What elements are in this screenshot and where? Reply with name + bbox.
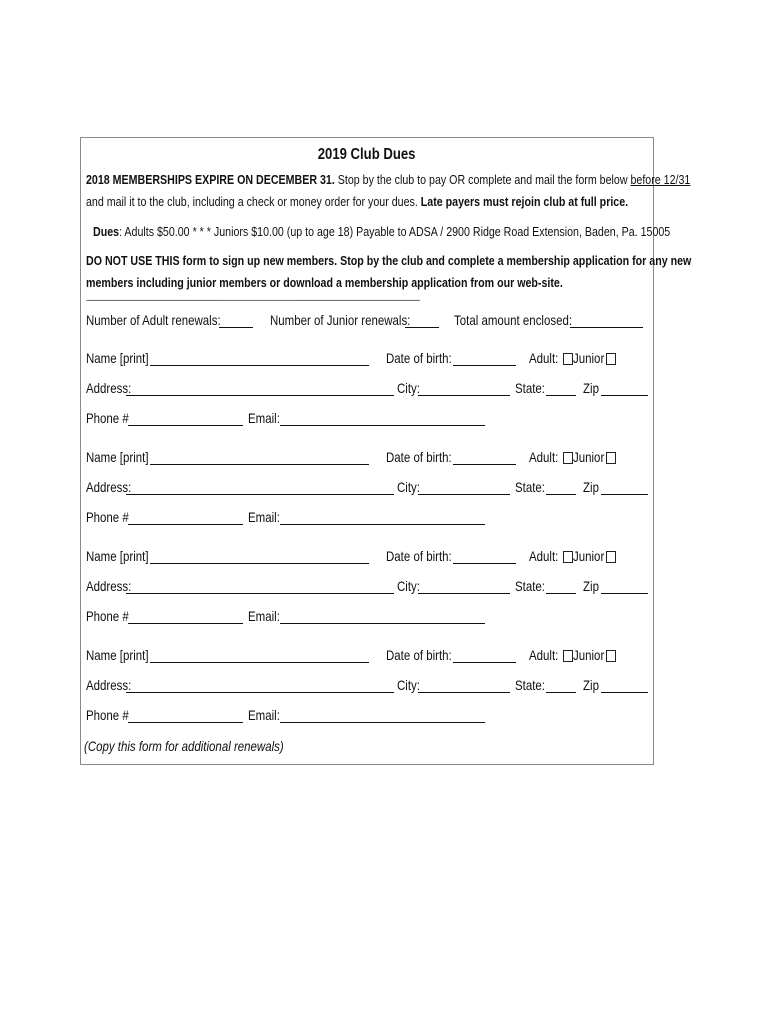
late-payer-notice: Late payers must rejoin club at full price. — [420, 194, 629, 209]
name-field[interactable] — [150, 563, 369, 564]
email-field[interactable] — [280, 722, 485, 723]
dues-form: 2019 Club Dues 2018 MEMBERSHIPS EXPIRE ON DECEMBER 31. Stop by the club to pay OR complete and mail the form below before 12/31 and mail it to the club, including a check or money order for your dues. Late payers must rejoin club at full price. Dues: Adults $50.00 * * * Juniors $10.00 (up to age 18) Payable to ADSA / 2900 Ridge Road Extension, Baden, Pa. 15005 DO NOT USE THIS form to sign up new members. Stop by the club and complete a membership application for any new members including junior members or download a membership application from our web-site. ----------------------------------------------------------------------------------------------------------------------------------------------------------------------- Number of Adult renewals: Number of Junior renewals: Total amount enclosed: Name [print] Date of birth: Adult: Junior Address: City: State: Zip Phone # Email: Name [print] Date of birth: Adult: Junior Address: City: State: Zip Phone # Email: Name [print] Date of birth: Adult: Junior Address: City: State: Zip Phone # Email: Name [print] Date of birth: Adult: Junior Address: City: State: Zip Phone # Email: (Copy this form for additional renewals) — [80, 137, 654, 765]
junior-checkbox[interactable] — [606, 353, 616, 365]
junior-checkbox[interactable] — [606, 452, 616, 464]
state-field[interactable] — [546, 692, 576, 693]
adult-checkbox[interactable] — [563, 452, 573, 464]
junior-renewals-label: Number of Junior renewals: — [270, 312, 411, 328]
email-field[interactable] — [280, 623, 485, 624]
warning-line-1: DO NOT USE THIS form to sign up new members. Stop by the club and complete a membership application for any new — [86, 253, 692, 268]
adult-checkbox[interactable] — [563, 650, 573, 662]
address-field[interactable] — [126, 395, 394, 396]
zip-field[interactable] — [601, 692, 648, 693]
city-field[interactable] — [418, 395, 510, 396]
city-field[interactable] — [418, 494, 510, 495]
expire-notice: 2018 MEMBERSHIPS EXPIRE ON DECEMBER 31. — [86, 172, 335, 187]
dob-field[interactable] — [453, 662, 516, 663]
address-field[interactable] — [126, 593, 394, 594]
before-date: before 12/31 — [630, 172, 691, 187]
email-field[interactable] — [280, 425, 485, 426]
intro-line-1: 2018 MEMBERSHIPS EXPIRE ON DECEMBER 31. Stop by the club to pay OR complete and mail the form below before 12/31 — [86, 172, 691, 187]
zip-field[interactable] — [601, 395, 648, 396]
form-title: 2019 Club Dues — [318, 146, 416, 163]
adult-checkbox[interactable] — [563, 551, 573, 563]
city-field[interactable] — [418, 593, 510, 594]
total-enclosed-label: Total amount enclosed: — [454, 312, 573, 328]
total-enclosed-field[interactable] — [570, 327, 643, 328]
dob-field[interactable] — [453, 563, 516, 564]
name-field[interactable] — [150, 365, 369, 366]
divider: ----------------------------------------------------------------------------------------------------------------------------------------------------------------------- — [86, 296, 420, 305]
phone-field[interactable] — [128, 425, 243, 426]
name-field[interactable] — [150, 662, 369, 663]
zip-field[interactable] — [601, 494, 648, 495]
address-field[interactable] — [126, 692, 394, 693]
state-field[interactable] — [546, 395, 576, 396]
zip-field[interactable] — [601, 593, 648, 594]
warning-line-2: members including junior members or download a membership application from our web-site. — [86, 275, 563, 290]
dob-field[interactable] — [453, 365, 516, 366]
dob-field[interactable] — [453, 464, 516, 465]
adult-checkbox[interactable] — [563, 353, 573, 365]
phone-field[interactable] — [128, 623, 243, 624]
intro-line-2: and mail it to the club, including a check or money order for your dues. Late payers must rejoin club at full price. — [86, 194, 629, 209]
adult-renewals-label: Number of Adult renewals: — [86, 312, 221, 328]
address-field[interactable] — [126, 494, 394, 495]
junior-renewals-field[interactable] — [405, 327, 439, 328]
junior-checkbox[interactable] — [606, 551, 616, 563]
state-field[interactable] — [546, 494, 576, 495]
email-field[interactable] — [280, 524, 485, 525]
phone-field[interactable] — [128, 524, 243, 525]
dues-label: Dues — [93, 224, 120, 239]
footer-note: (Copy this form for additional renewals) — [84, 738, 284, 754]
state-field[interactable] — [546, 593, 576, 594]
junior-checkbox[interactable] — [606, 650, 616, 662]
adult-renewals-field[interactable] — [219, 327, 253, 328]
name-field[interactable] — [150, 464, 369, 465]
city-field[interactable] — [418, 692, 510, 693]
dues-line: Dues: Adults $50.00 * * * Juniors $10.00 (up to age 18) Payable to ADSA / 2900 Ridge Road Extension, Baden, Pa. 15005 — [93, 224, 671, 239]
phone-field[interactable] — [128, 722, 243, 723]
